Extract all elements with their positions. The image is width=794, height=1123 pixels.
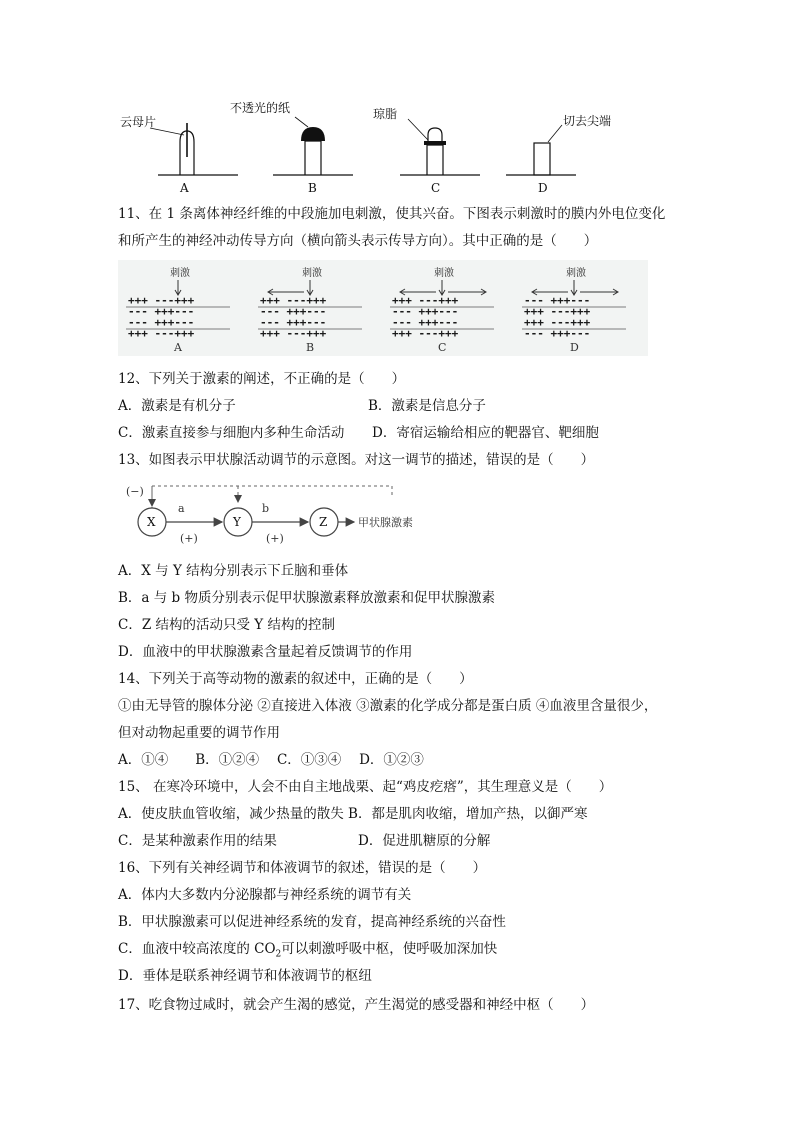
membrane-potential-row: --- +++--- [260, 316, 327, 329]
membrane-potential-row: +++ ---+++ [392, 294, 459, 307]
membrane-potential-row: +++ ---+++ [524, 305, 591, 318]
label-b: B [308, 181, 317, 195]
q14-stem: 14、下列关于高等动物的激素的叙述中，正确的是（ ） [118, 671, 473, 687]
membrane-potential-row: --- +++--- [128, 305, 195, 318]
stimulus-arrow [571, 280, 577, 295]
membrane-potential-row: +++ ---+++ [524, 316, 591, 329]
nerve-impulse-figure [118, 260, 648, 356]
membrane-potential-row: --- +++--- [524, 327, 591, 340]
stimulus-arrow [175, 280, 181, 295]
node-x-label: X [147, 515, 156, 529]
panel-label: C [438, 341, 447, 354]
q12-option-d: D．寄宿运输给相应的靶器官、靶细胞 [372, 425, 599, 441]
coleoptile-b [230, 100, 353, 195]
membrane-potential-row: --- +++--- [392, 305, 459, 318]
q15-stem: 15、 在寒冷环境中，人会不由自主地战栗、起“鸡皮疙瘩”，其生理意义是（ ） [118, 779, 613, 795]
q16-option-d: D．垂体是联系神经调节和体液调节的枢纽 [118, 968, 372, 984]
impulse-panel-a [126, 266, 230, 354]
stimulus-label: 刺激 [302, 268, 322, 279]
q16-stem: 16、下列有关神经调节和体液调节的叙述，错误的是（ ） [118, 860, 487, 876]
q14-items-line2: 但对动物起重要的调节作用 [118, 725, 280, 741]
coleoptile-a [120, 114, 238, 195]
stimulus-label: 刺激 [566, 268, 586, 279]
q15-option-d: D．促进肌糖原的分解 [358, 833, 491, 849]
q16-option-c-sub: 2 [275, 949, 282, 960]
membrane-potential-row: --- +++--- [260, 305, 327, 318]
q15-options-ab: A．使皮肤血管收缩，减少热量的散失 B．都是肌肉收缩，增加产热，以御严寒 [118, 806, 588, 822]
q16-option-c-post: 可以刺激呼吸中枢，使呼吸加深加快 [281, 941, 498, 957]
label-d: D [538, 181, 548, 195]
stimulus-arrow [439, 280, 445, 295]
membrane-potential-row: +++ ---+++ [260, 294, 327, 307]
node-y-label: Y [233, 515, 241, 529]
impulse-panel-d [522, 266, 626, 354]
q12-option-c: C．激素直接参与细胞内多种生命活动 [118, 425, 345, 441]
q16-option-c-pre: C．血液中较高浓度的 CO [118, 941, 276, 957]
q12-option-a: A．激素是有机分子 [118, 398, 236, 414]
impulse-panel-b [258, 266, 362, 354]
membrane-potential-row: --- +++--- [392, 316, 459, 329]
q15-option-c: C．是某种激素作用的结果 [118, 833, 277, 849]
membrane-potential-row: +++ ---+++ [128, 327, 195, 340]
q17-stem: 17、吃食物过咸时，就会产生渴的感觉，产生渴觉的感受器和神经中枢（ ） [118, 997, 595, 1013]
q14-items-line1: ①由无导管的腺体分泌 ②直接进入体液 ③激素的化学成分都是蛋白质 ④血液里含量很少， [118, 698, 658, 714]
negative-feedback-sign: (−) [126, 485, 144, 498]
q16-option-b: B．甲状腺激素可以促进神经系统的发育，提高神经系统的兴奋性 [118, 914, 506, 930]
stimulus-label: 刺激 [434, 268, 454, 279]
coleoptile-d [506, 113, 611, 195]
q16-option-c [118, 940, 497, 964]
membrane-potential-row: +++ ---+++ [128, 294, 195, 307]
q16-option-a: A．体内大多数内分泌腺都与神经系统的调节有关 [118, 887, 412, 903]
q13-option-b: B．a 与 b 物质分别表示促甲状腺激素释放激素和促甲状腺激素 [118, 590, 495, 606]
q13-option-d: D．血液中的甲状腺激素含量起着反馈调节的作用 [118, 644, 413, 660]
q13-option-c: C．Z 结构的活动只受 Y 结构的控制 [118, 617, 335, 633]
q13-stem: 13、如图表示甲状腺活动调节的示意图。对这一调节的描述，错误的是（ ） [118, 452, 595, 468]
stimulus-arrow [307, 280, 313, 295]
label-a: A [180, 181, 189, 195]
q13-option-a: A．X 与 Y 结构分别表示下丘脑和垂体 [118, 563, 349, 579]
label-thyroxine: 甲状腺激素 [358, 516, 413, 529]
label-agar: 琼脂 [373, 107, 398, 121]
label-tip-cut: 切去尖端 [563, 114, 612, 128]
q11-stem-line2: 和所产生的神经冲动传导方向（横向箭头表示传导方向）。其中正确的是（ ） [118, 233, 598, 249]
coleoptile-figure [110, 95, 612, 200]
label-b-arrow: b [262, 502, 270, 515]
panel-label: A [174, 341, 182, 354]
membrane-potential-row: --- +++--- [128, 316, 195, 329]
q12-stem: 12、下列关于激素的阐述，不正确的是（ ） [118, 371, 406, 387]
q12-option-b: B．激素是信息分子 [368, 398, 486, 414]
q14-options: A．①④ B．①②④ C．①③④ D．①②③ [118, 752, 424, 768]
label-c: C [431, 181, 441, 195]
label-pos2: (+) [266, 532, 284, 545]
label-pos1: (+) [180, 532, 198, 545]
panel-label: D [570, 341, 579, 354]
q11-stem-line1: 11、在 1 条离体神经纤维的中段施加电刺激，使其兴奋。下图表示刺激时的膜内外电位变化 [118, 206, 666, 222]
membrane-potential-row: +++ ---+++ [260, 327, 327, 340]
label-opaque-paper: 不透光的纸 [230, 101, 291, 115]
thyroid-regulation-diagram [118, 478, 458, 550]
membrane-potential-row: --- +++--- [524, 294, 591, 307]
membrane-potential-row: +++ ---+++ [392, 327, 459, 340]
coleoptile-c [373, 106, 480, 195]
label-mica: 云母片 [120, 115, 157, 129]
node-z-label: Z [319, 515, 328, 529]
stimulus-label: 刺激 [170, 268, 190, 279]
label-a-arrow: a [178, 502, 185, 515]
panel-label: B [306, 341, 315, 354]
impulse-panel-c [390, 266, 494, 354]
